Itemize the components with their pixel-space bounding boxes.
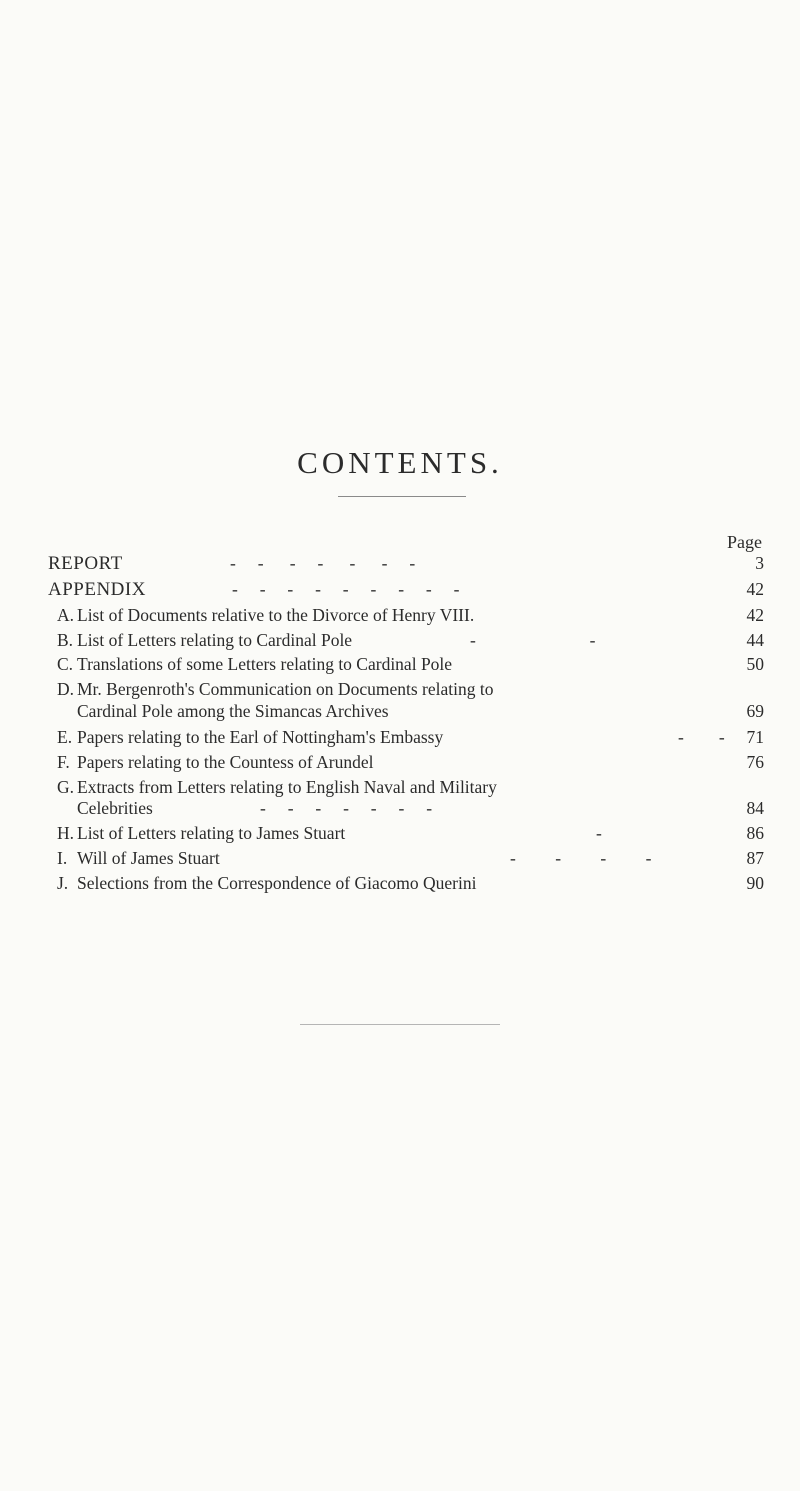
entry-title: Papers relating to the Earl of Nottingham's Embassy [77, 727, 444, 747]
page-column-header: Page [727, 532, 762, 552]
toc-entry-d[interactable] [0, 679, 800, 723]
entry-page: 90 [746, 873, 764, 893]
leader-dots: - - - - - - - [230, 553, 416, 573]
leader-dots: - - - - - - - - - [232, 579, 460, 599]
entry-title: List of Letters relating to Cardinal Pole [77, 630, 353, 650]
entry-page: 42 [746, 605, 764, 625]
entry-title: List of Documents relative to the Divorce of Henry VIII. [77, 605, 475, 625]
entry-title: List of Letters relating to James Stuart [77, 823, 346, 843]
entry-letter: E. [57, 727, 73, 747]
entry-letter: F. [57, 752, 70, 772]
entry-title: Selections from the Correspondence of Giacomo Querini [77, 873, 477, 893]
entry-title: Extracts from Letters relating to English Naval and Military [77, 777, 497, 797]
entry-letter: A. [57, 605, 75, 625]
entry-page: 44 [746, 630, 764, 650]
entry-title: REPORT [48, 553, 123, 574]
entry-letter: D. [57, 679, 75, 699]
toc-entry-g[interactable] [0, 777, 800, 821]
entry-page: 87 [746, 848, 764, 868]
entry-title: Papers relating to the Countess of Arundel [77, 752, 374, 772]
entry-page: 69 [746, 701, 764, 721]
bottom-rule [300, 1024, 500, 1025]
entry-letter: I. [57, 848, 68, 868]
leader-dots: - - - - - - - [260, 798, 433, 818]
entry-letter: G. [57, 777, 75, 797]
entry-title: Mr. Bergenroth's Communication on Documents relating to [77, 679, 494, 699]
entry-letter: B. [57, 630, 74, 650]
leader-dots: - - [470, 630, 596, 650]
entry-page: 71 [746, 727, 764, 747]
leader-dots: - - - - [510, 848, 652, 868]
entry-letter: C. [57, 654, 74, 674]
entry-page: 50 [746, 654, 764, 674]
entry-page: 3 [755, 553, 764, 573]
title-rule [338, 496, 466, 497]
leader-dots: - [596, 823, 602, 843]
entry-letter: J. [57, 873, 69, 893]
entry-title-continuation: Celebrities [77, 798, 153, 818]
entry-title-continuation: Cardinal Pole among the Simancas Archives [77, 701, 389, 721]
leader-dots: - - [678, 727, 725, 747]
entry-page: 84 [746, 798, 764, 818]
entry-page: 76 [746, 752, 764, 772]
page-title: CONTENTS. [297, 445, 503, 480]
entry-page: 42 [746, 579, 764, 599]
entry-title: APPENDIX [48, 579, 146, 600]
entry-title: Translations of some Letters relating to Cardinal Pole [77, 654, 453, 674]
entry-page: 86 [746, 823, 764, 843]
entry-title: Will of James Stuart [77, 848, 220, 868]
entry-letter: H. [57, 823, 75, 843]
